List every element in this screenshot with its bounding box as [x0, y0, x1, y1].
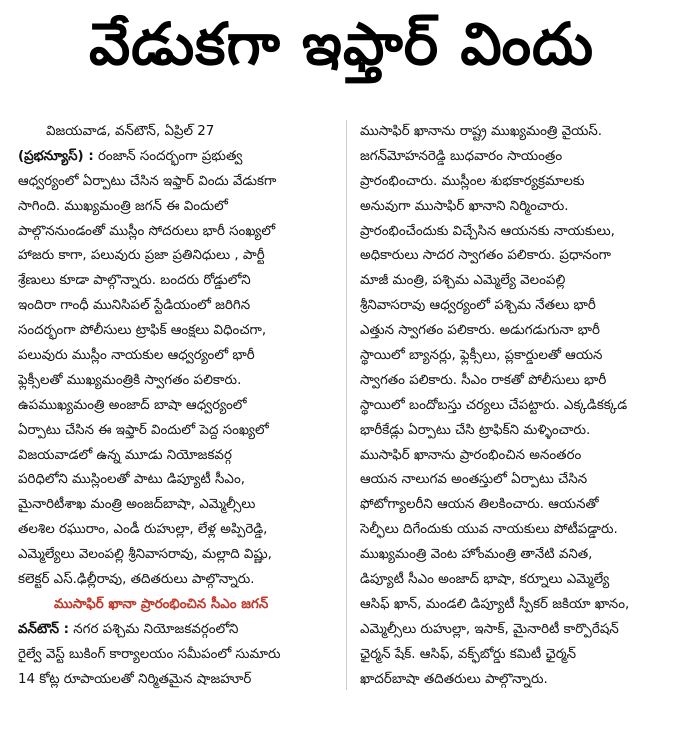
body-line: జగన్‌మోహనరెడ్డి బుధవారం సాయంత్రం: [360, 148, 563, 164]
body-line: శ్రేణులు కూడా పాల్గొన్నారు. బందరు రోడ్డులోని: [18, 273, 251, 289]
dateline-line: [18, 120, 334, 145]
body-line: శ్రీనివాసరావు ఆధ్వర్యంలో పశ్చిమ నేతలు భారీ: [360, 298, 596, 314]
lead-line: [18, 145, 334, 170]
body-line: స్వాగతం పలికారు. సీఎం రాకతో పోలీసులు భారీ: [360, 372, 607, 388]
body-line: పలువురు ముస్లీం నాయకుల ఆధ్వర్యంలో భారీ: [18, 348, 255, 364]
headline: వేడుకగా ఇఫ్తార్ విందు: [88, 10, 595, 78]
body-line: ఫోటోగ్యాలరీని ఆయన తిలకించారు. ఆయనతో: [360, 497, 599, 513]
body-line: రైల్వే వెస్ట్ బుకింగ్ కార్యాలయం సమీపంలో సుమారు: [18, 646, 281, 662]
body-line: ముసాఫిర్ ఖానాను ప్రారంభించిన అనంతరం: [360, 447, 582, 463]
body-line: సందర్భంగా పోలీసులు ట్రాఫిక్ ఆంక్షలు విధించగా,: [18, 323, 267, 339]
body-line: ఆయన నాలుగవ అంతస్తులో ఏర్పాటు చేసిన: [360, 472, 588, 488]
body-line: సెల్ఫీలు దిగేందుకు యువ నాయకులు పోటీపడ్డారు.: [360, 522, 618, 538]
body-line: నగర పశ్చిమ నియోజకవర్గంలోని: [73, 621, 239, 637]
body-line: ఇందిరా గాంధీ మునిసిపల్ స్టేడియంలో జరిగిన: [18, 298, 251, 314]
body-line: పరిధిలోని ముస్లింలతో పాటు డిప్యూటీ సీఎం,: [18, 472, 245, 488]
body-line: మాజీ మంత్రి, పశ్చిమ ఎమ్మెల్యే వెలంపల్లి: [360, 273, 566, 289]
body-line: స్థాయిలో బ్యానర్లు, ఫ్లెక్సీలు, ప్లకార్డులతో ఆయన: [360, 348, 603, 364]
sub-dateline: వన్‌టౌన్ :: [18, 621, 69, 637]
column-divider: [346, 120, 347, 690]
body-line: కలెక్టర్ ఎస్.ఢిల్లీరావు, తదితరులు పాల్గొన్నారు.: [18, 572, 255, 588]
body-line: స్థాయిలో బందోబస్తు చర్యలు చేపట్టారు. ఎక్కడికక్కడ: [360, 397, 628, 413]
subheading: ముసాఫిర్ ఖానా ప్రారంభించిన సీఎం జగన్: [54, 596, 269, 612]
body-line: 14 కోట్ల రూపాయలతో నిర్మితమైన షాజహూర్: [18, 671, 252, 687]
body-line: విజయవాడలో ఉన్న మూడు నియోజకవర్గ: [18, 447, 232, 463]
body-line: మైనారిటీశాఖ మంత్రి అంజద్‌బాషా, ఎమ్మెల్సీలు: [18, 497, 256, 513]
body-line: ఆసిఫ్ ఖాన్, మండలి డిప్యూటీ స్పీకర్ జకియా ఖానం,: [360, 596, 630, 612]
body-line: రంజాన్ సందర్భంగా ప్రభుత్వ: [97, 148, 243, 164]
left-column: [18, 120, 334, 692]
body-line: హాజరు కాగా, పలువురు ప్రజా ప్రతినిధులు , పార్టీ: [18, 248, 265, 264]
body-line: డిప్యూటీ సీఎం అంజాద్ భాషా, కర్నూలు ఎమ్మెల్యే: [360, 572, 610, 588]
body-line: అనువుగా ముసాఫిర్ ఖానాని నిర్మించారు.: [360, 198, 569, 214]
body-line: ఛైర్మన్ షేక్. ఆసిఫ్, వక్ఫ్‌బోర్డు కమిటీ ఛైర్మన్: [360, 646, 577, 662]
body-line: ఫ్లెక్సీలతో ముఖ్యమంత్రికి స్వాగతం పలికారు.: [18, 372, 242, 388]
body-line: పాల్గొననుండంతో ముస్లీం సోదరులు భారీ సంఖ్యలో: [18, 223, 276, 239]
body-line: ఖాదర్‌బాషా తదితరులు పాల్గొన్నారు.: [360, 671, 548, 687]
sub-lead-line: [18, 618, 334, 643]
body-line: ఉపముఖ్యమంత్రి అంజాద్ బాషా ఆధ్వర్యంలో: [18, 397, 247, 413]
right-column: [360, 120, 672, 692]
body-line: ఎమ్మెల్సీలు రుహుల్లా, ఇసాక్, మైనారిటీ కార్పొరేషన్: [360, 621, 619, 637]
body-line: ఏర్పాటు చేసిన ఈ ఇఫ్తార్ విందులో పెద్ద సంఖ్యలో: [18, 422, 269, 438]
source-credit: (ప్రభన్యూస్) :: [18, 148, 94, 164]
body-line: ప్రారంభించారు. ముస్లీంల శుభకార్యక్రమాలకు: [360, 173, 585, 189]
body-line: ముసాఫిర్ ఖానాను రాష్ట్ర ముఖ్యమంత్రి వైయస్.: [360, 124, 603, 139]
body-line: ఎమ్మెల్యేలు వెలంపల్లి శ్రీనివాసరావు, మల్లాది విష్ణు,: [18, 547, 272, 563]
dateline: విజయవాడ, వన్‌టౌన్, ఏప్రిల్ 27: [46, 124, 215, 139]
body-line: అధికారులు సాదర స్వాగతం పలికారు. ప్రధానంగా: [360, 248, 611, 264]
body-line: ఆధ్వర్యంలో ఏర్పాటు చేసిన ఇఫ్తార్ విందు వేడుకగా: [18, 173, 277, 189]
body-line: భారీకేడ్లు ఏర్పాటు చేసి ట్రాఫిక్‌ని మళ్ళించారు.: [360, 422, 591, 438]
body-line: ముఖ్యమంత్రి వెంట హోంమంత్రి తానేటి వనిత,: [360, 547, 593, 563]
body-line: సాగింది. ముఖ్యమంత్రి జగన్ ఈ విందులో: [18, 198, 228, 214]
body-line: తలశిల రఘురాం, ఎండీ రుహుల్లా, లేళ్ల అప్పిరెడ్డి,: [18, 522, 268, 538]
body-line: ఎత్తున స్వాగతం పలికారు. అడుగడుగునా భారీ: [360, 323, 600, 339]
body-line: ప్రారంభించేందుకు విచ్చేసిన ఆయనకు నాయకులు,: [360, 223, 615, 239]
